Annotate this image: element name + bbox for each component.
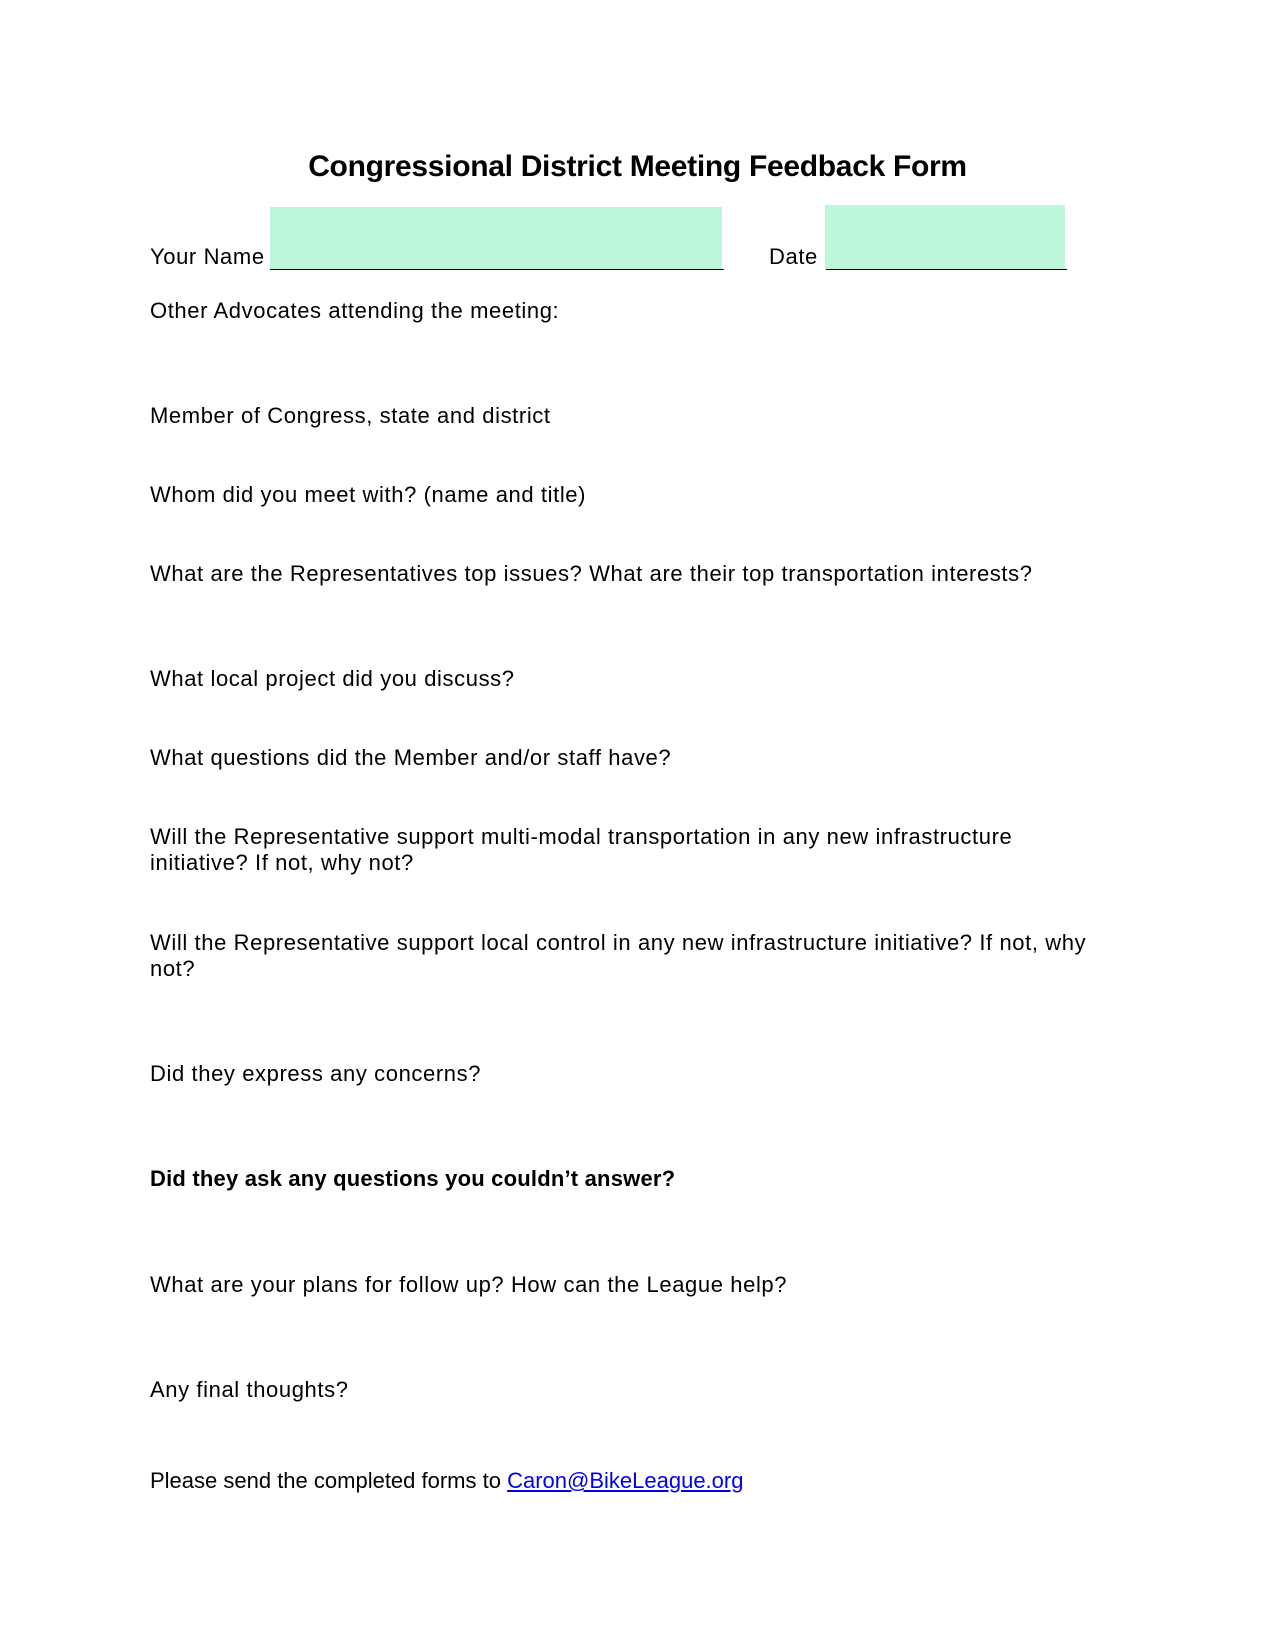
send-instructions [150, 1468, 743, 1494]
email-link[interactable]: Caron@BikeLeague.org [507, 1468, 744, 1493]
name-field[interactable] [270, 207, 722, 270]
name-field-underline [270, 269, 724, 270]
date-field-underline [826, 269, 1067, 270]
question-whom-met: Whom did you meet with? (name and title) [150, 482, 587, 507]
question-local-control: Will the Representative support local control in any new infrastructure initiative? If not, why not? [150, 930, 1087, 981]
question-final-thoughts: Any final thoughts? [150, 1377, 349, 1402]
question-other-advocates: Other Advocates attending the meeting: [150, 298, 560, 323]
page-title: Congressional District Meeting Feedback Form [308, 150, 967, 183]
date-field[interactable] [825, 205, 1065, 270]
question-unanswered: Did they ask any questions you couldn’t answer? [150, 1166, 676, 1191]
question-member-of-congress: Member of Congress, state and district [150, 403, 551, 428]
question-top-issues: What are the Representatives top issues? What are their top transportation interests? [150, 561, 1033, 586]
question-follow-up: What are your plans for follow up? How can the League help? [150, 1272, 788, 1297]
question-member-questions: What questions did the Member and/or staff have? [150, 745, 672, 770]
question-concerns: Did they express any concerns? [150, 1061, 482, 1086]
question-local-project: What local project did you discuss? [150, 666, 515, 691]
name-label: Your Name [150, 244, 265, 269]
send-instructions-text: Please send the completed forms to [150, 1468, 508, 1493]
question-multimodal-support: Will the Representative support multi-modal transportation in any new infrastructure initiative? If not, why not? [150, 824, 1013, 875]
date-label: Date [769, 244, 818, 269]
